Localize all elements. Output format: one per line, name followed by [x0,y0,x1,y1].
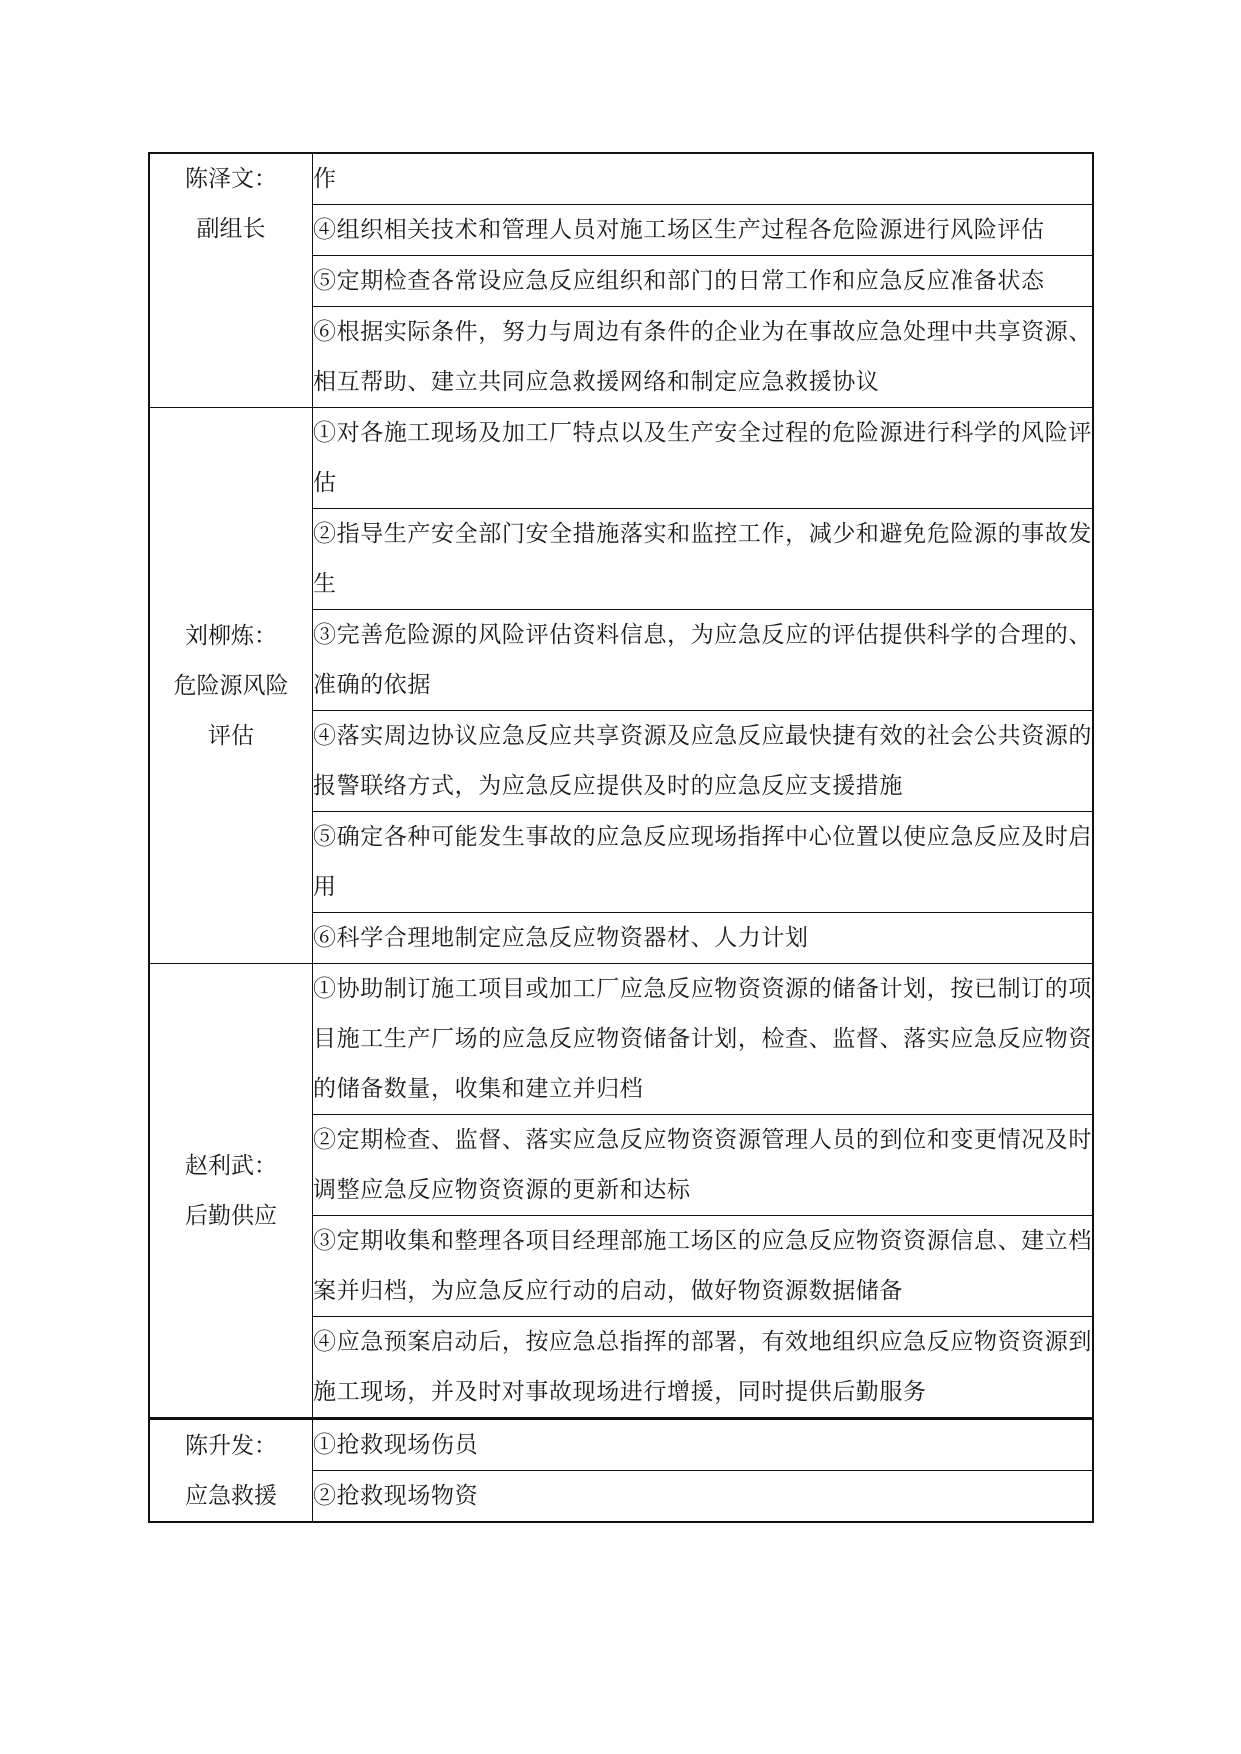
member-role: 后勤供应 [185,1202,277,1229]
table-row [149,964,1093,1115]
duty-item: ④应急预案启动后，按应急总指挥的部署，有效地组织应急反应物资资源到施工现场，并及时对事故现场进行增援，同时提供后勤服务 [313,1317,1094,1419]
role-cell-zhao-liwu [149,964,313,1419]
duty-item: ⑥根据实际条件，努力与周边有条件的企业为在事故应急处理中共享资源、相互帮助、建立共同应急救援网络和制定应急救援协议 [313,307,1094,408]
member-name: 陈泽文： [185,166,277,192]
member-role: 副组长 [196,216,266,242]
member-name: 陈升发： [185,1432,277,1459]
member-role: 危险源风险 [173,672,289,699]
duty-item: ③定期收集和整理各项目经理部施工场区的应急反应物资资源信息、建立档案并归档，为应急反应行动的启动，做好物资源数据储备 [313,1216,1094,1317]
duty-item: ④落实周边协议应急反应共享资源及应急反应最快捷有效的社会公共资源的报警联络方式，为应急反应提供及时的应急反应支援措施 [313,711,1094,812]
duty-item: ②指导生产安全部门安全措施落实和监控工作，减少和避免危险源的事故发生 [313,509,1094,610]
table-row [149,153,1093,205]
table-row [149,1419,1093,1471]
duty-item: ⑤确定各种可能发生事故的应急反应现场指挥中心位置以使应急反应及时启用 [313,812,1094,913]
duty-item: ①对各施工现场及加工厂特点以及生产安全过程的危险源进行科学的风险评估 [313,408,1094,509]
member-role-cont: 评估 [208,722,254,749]
duty-table [148,152,1094,1523]
duty-item: ①抢救现场伤员 [313,1419,1094,1471]
duty-item: ③完善危险源的风险评估资料信息，为应急反应的评估提供科学的合理的、准确的依据 [313,610,1094,711]
document-page [148,152,1094,1523]
duty-item: ②定期检查、监督、落实应急反应物资资源管理人员的到位和变更情况及时调整应急反应物资资源的更新和达标 [313,1115,1094,1216]
duty-item: ⑥科学合理地制定应急反应物资器材、人力计划 [313,913,1094,964]
member-role: 应急救援 [185,1482,277,1509]
duty-item: ②抢救现场物资 [313,1471,1094,1523]
member-name: 赵利武： [185,1152,277,1179]
role-cell-chen-shengfa [149,1419,313,1523]
role-cell-liu-liulian [149,408,313,964]
duty-item: ①协助制订施工项目或加工厂应急反应物资资源的储备计划，按已制订的项目施工生产厂场的应急反应物资储备计划，检查、监督、落实应急反应物资的储备数量，收集和建立并归档 [313,964,1094,1115]
duty-item: 作 [313,153,1094,205]
table-row [149,408,1093,509]
duty-item: ④组织相关技术和管理人员对施工场区生产过程各危险源进行风险评估 [313,205,1094,256]
member-name: 刘柳炼： [185,622,277,649]
duty-item: ⑤定期检查各常设应急反应组织和部门的日常工作和应急反应准备状态 [313,256,1094,307]
role-cell-chen-zewen [149,153,313,408]
